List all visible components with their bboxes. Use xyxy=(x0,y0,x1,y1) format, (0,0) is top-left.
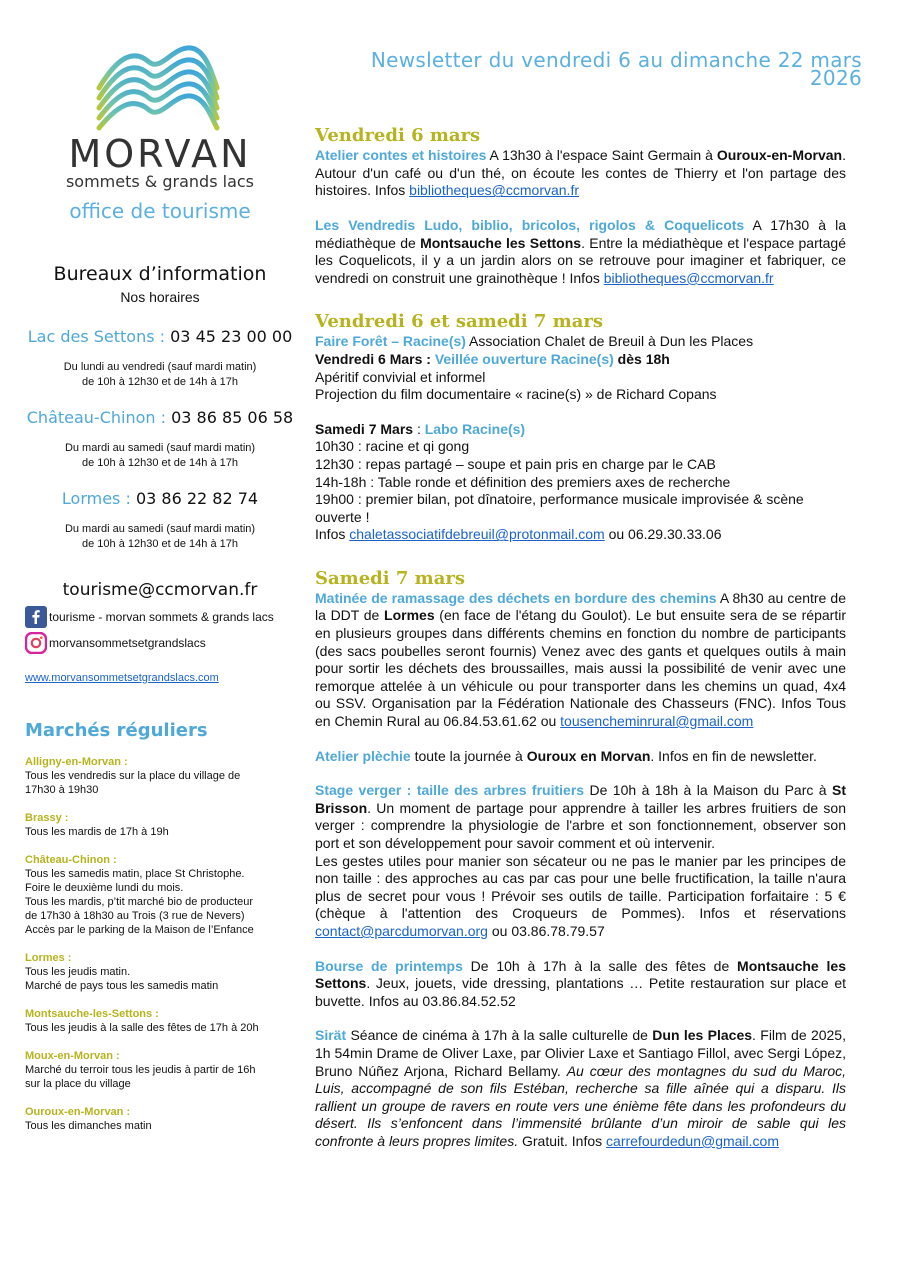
left-sidebar xyxy=(25,40,295,1133)
event xyxy=(315,333,846,403)
event xyxy=(315,217,846,287)
market-line: Tous les samedis matin, place St Christophe. xyxy=(25,868,245,880)
instagram-label: morvansommetsetgrandslacs xyxy=(49,636,206,650)
market-name: Ouroux-en-Morvan : xyxy=(25,1106,131,1118)
office-hours xyxy=(25,522,295,552)
market-line: Marché du terroir tous les jeudis à partir de 16h xyxy=(25,1064,256,1076)
instagram-icon xyxy=(25,632,47,654)
market-name: Lormes : xyxy=(25,952,72,964)
market-line: Tous les jeudis à la salle des fêtes de 17h à 20h xyxy=(25,1022,259,1034)
event-text: . Un moment de partage pour apprendre à tailler les arbres fruitiers de son verger : comprendre la physiologie de l'arbre et son fonctionnement, observer son port et son développement pour savoir comment et où intervenir. xyxy=(315,799,846,851)
email-link[interactable]: tousencheminrural@gmail.com xyxy=(560,713,754,730)
office-hours-line: de 10h à 12h30 et de 14h à 17h xyxy=(82,376,238,388)
event-text: De 10h à 18h à la Maison du Parc à xyxy=(584,782,832,799)
event xyxy=(315,147,846,200)
market-item xyxy=(25,853,295,937)
market-item xyxy=(25,951,295,993)
website-row xyxy=(25,672,295,684)
markets-list xyxy=(25,755,295,1133)
event-title: Atelier contes et histoires xyxy=(315,147,487,164)
brand-subtitle: sommets & grands lacs xyxy=(65,172,255,191)
event-text: toute la journée à xyxy=(410,747,527,764)
market-name: Brassy : xyxy=(25,812,69,824)
event-title: Matinée de ramassage des déchets en bordure des chemins xyxy=(315,589,717,606)
event-line: Projection du film documentaire « racine(s) » de Richard Copans xyxy=(315,386,717,403)
event-text: Séance de cinéma à 17h à la salle culturelle de xyxy=(346,1027,653,1044)
event-text: Les gestes utiles pour manier son sécateur ou ne pas le manier par les principes de non taille : des approches au cas par cas pour une belle fructification, la taille n'aura plus de secret pour vous ! Prévoir ses outils de taille. Participation forfaitaire : 5 € (chèque à l'attention des Croqueurs de Pommes). Infos et réservations xyxy=(315,852,846,922)
market-line: Tous les mardis de 17h à 19h xyxy=(25,826,169,838)
event-text: . Entre la médiathèque et l'espace partagé les Coquelicots, il y a un jardin alors on se retrouve pour imaginer et fabriquer, ce vendredi on construit une grainothèque ! Infos xyxy=(315,234,846,286)
event-text: De 10h à 17h à la salle des fêtes de xyxy=(462,957,738,974)
event-continued xyxy=(315,853,846,941)
market-line: Tous les mardis, p’tit marché bio de producteur xyxy=(25,896,254,908)
market-name: Château-Chinon : xyxy=(25,854,117,866)
market-line: Foire le deuxième lundi du mois. xyxy=(25,882,184,894)
event-subtitle: Veillée ouverture Racine(s) xyxy=(434,350,614,367)
email-link[interactable]: chaletassociatifdebreuil@protonmail.com xyxy=(349,526,605,543)
event xyxy=(315,748,846,766)
contact-email[interactable]: tourisme@ccmorvan.fr xyxy=(62,580,258,600)
event-subtitle: Labo Racine(s) xyxy=(424,420,526,437)
event-line: 19h00 : premier bilan, pot dînatoire, performance musicale improvisée & scène ouverte ! xyxy=(315,491,804,525)
day-heading: Vendredi 6 et samedi 7 mars xyxy=(315,311,603,333)
event-title: Sirät xyxy=(315,1027,347,1044)
event-text: . Jeux, jouets, vide dressing, plantations … Petite restauration sur place et buvette. Infos au 03.86.84.52.52 xyxy=(315,975,846,1009)
market-item xyxy=(25,1105,295,1133)
event-place: Ouroux-en-Morvan xyxy=(716,147,843,164)
market-item xyxy=(25,1049,295,1091)
event xyxy=(315,590,846,731)
market-line: Tous les jeudis matin. xyxy=(25,966,131,978)
markets-title: Marchés réguliers xyxy=(25,720,208,741)
brand-block xyxy=(25,134,295,223)
facebook-link[interactable] xyxy=(25,606,295,628)
office-hours xyxy=(25,360,295,390)
office-name: Château-Chinon : xyxy=(26,408,172,427)
email-link[interactable]: bibliotheques@ccmorvan.fr xyxy=(409,182,580,199)
event-subheading: Samedi 7 Mars xyxy=(315,420,414,437)
event-text: : xyxy=(413,420,425,437)
event-title: Bourse de printemps xyxy=(315,957,463,974)
event xyxy=(315,782,846,852)
office-settons xyxy=(25,327,295,346)
office-phone: 03 45 23 00 00 xyxy=(170,327,293,346)
market-line: Accès par le parking de la Maison de l’Enfance xyxy=(25,924,254,936)
event-text: . Infos en fin de newsletter. xyxy=(650,747,817,764)
info-title: Bureaux d’information xyxy=(53,263,267,285)
event-text: . Autour d'un café ou d'un thé, on écoute les contes de Thierry et l'on partage des histoires. Infos xyxy=(315,147,846,199)
office-phone: 03 86 85 06 58 xyxy=(171,408,294,427)
event-title: Stage verger : taille des arbres fruitiers xyxy=(315,782,585,799)
event-title: Faire Forêt – Racine(s) xyxy=(315,333,466,350)
office-name: Lormes : xyxy=(61,489,136,508)
event-line: 10h30 : racine et qi gong xyxy=(315,438,470,455)
event-place: Lormes xyxy=(384,607,435,624)
info-subtitle: Nos horaires xyxy=(120,289,200,305)
event-synopsis: Au cœur des montagnes du sud du Maroc, Luis, accompagné de son fils Estéban, recherche sa fille aînée qui a disparu. Ils rallient un groupe de ravers en route vers une énième fête dans les profondeurs du désert. Ils s’enfoncent dans l’immensité brûlante d’un miroir de sable qui les confronte à leurs propres limites. xyxy=(315,1062,846,1149)
market-line: sur la place du village xyxy=(25,1078,131,1090)
event-title: Atelier plèchie xyxy=(315,747,411,764)
event-text: (en face de l'étang du Goulot). Le but ensuite sera de se répartir en plusieurs groupes dans différents chemins en fonction du nombre de participants (des sacs poubelles seront fournis) Venez avec des gants et quelques outils à main pour sortir les déchets des broussailles, mais aussi la possibilité de venir avec une remorque attelée à un véhicule ou pour transporter dans les chemins un quad, 4x4 ou SSV. Organisation par la Fédération Nationale des Chasseurs (FNC). Infos Tous en Chemin Rural au 06.84.53.61.62 ou xyxy=(315,607,846,730)
event-text: A 17h30 à la médiathèque de xyxy=(315,216,847,251)
market-name: Moux-en-Morvan : xyxy=(25,1050,120,1062)
office-hours-line: Du mardi au samedi (sauf mardi matin) xyxy=(64,523,256,535)
facebook-label: tourisme - morvan sommets & grands lacs xyxy=(49,610,274,624)
event-place: Montsauche les Settons xyxy=(420,234,582,251)
office-hours xyxy=(25,441,295,471)
day-heading: Samedi 7 mars xyxy=(315,567,465,589)
market-name: Alligny-en-Morvan : xyxy=(25,756,128,768)
office-phone: 03 86 22 82 74 xyxy=(135,489,259,508)
event-place: St Brisson xyxy=(315,782,846,816)
event-subheading: Vendredi 6 Mars : xyxy=(315,350,435,367)
office-hours-line: Du lundi au vendredi (sauf mardi matin) xyxy=(63,361,257,373)
office-chateau-chinon xyxy=(25,408,295,427)
event xyxy=(315,421,846,544)
market-name: Montsauche-les-Settons : xyxy=(25,1008,159,1020)
event-place: Montsauche les Settons xyxy=(315,957,846,992)
event-line: Apéritif convivial et informel xyxy=(315,368,486,385)
email-link[interactable]: carrefourdedun@gmail.com xyxy=(606,1132,779,1149)
event-text: Association Chalet de Breuil à Dun les Places xyxy=(465,333,754,350)
email-link[interactable]: contact@parcdumorvan.org xyxy=(315,922,488,939)
market-line: Marché de pays tous les samedis matin xyxy=(25,980,219,992)
event-text: Infos xyxy=(315,526,350,543)
morvan-logo-icon xyxy=(93,40,223,132)
office-name: Lac des Settons : xyxy=(27,327,171,346)
facebook-icon xyxy=(25,606,47,628)
event-text: . Film de 2025, 1h 54min Drame de Oliver Laxe, par Olivier Laxe et Santiago Fillol, avec Sergi López, Bruno Núñez Arjona, Richard Bellamy. xyxy=(315,1027,846,1079)
brand-name: MORVAN xyxy=(68,132,252,176)
event-text: ou 03.86.78.79.57 xyxy=(487,922,605,939)
market-line: de 17h30 à 18h30 au Trois (3 rue de Nevers) xyxy=(25,910,245,922)
email-link[interactable]: bibliotheques@ccmorvan.fr xyxy=(603,269,774,286)
market-line: Tous les vendredis sur la place du village de xyxy=(25,770,241,782)
newsletter-title: Newsletter du vendredi 6 au dimanche 22 mars 2026 xyxy=(370,48,862,90)
instagram-link[interactable] xyxy=(25,632,295,654)
market-item xyxy=(25,811,295,839)
office-hours-line: Du mardi au samedi (sauf mardi matin) xyxy=(64,442,256,454)
event-text: Gratuit. Infos xyxy=(518,1132,607,1149)
office-hours-line: de 10h à 12h30 et de 14h à 17h xyxy=(82,538,238,550)
brand-office: office de tourisme xyxy=(69,199,251,223)
event-place: Dun les Places xyxy=(652,1027,753,1044)
event-text: A 8h30 au centre de la DDT de xyxy=(315,589,846,624)
event-line: 14h-18h : Table ronde et définition des premiers axes de recherche xyxy=(315,473,731,490)
event-line: 12h30 : repas partagé – soupe et pain pris en charge par le CAB xyxy=(315,455,716,472)
website-link[interactable]: www.morvansommetsetgrandslacs.com xyxy=(25,672,219,684)
event-place: Ouroux en Morvan xyxy=(526,747,651,764)
market-line: Tous les dimanches matin xyxy=(25,1120,152,1132)
event-title: Les Vendredis Ludo, biblio, bricolos, rigolos & Coquelicots xyxy=(315,216,745,233)
event-text: ou 06.29.30.33.06 xyxy=(604,526,722,543)
office-hours-line: de 10h à 12h30 et de 14h à 17h xyxy=(82,457,238,469)
event-time: dès 18h xyxy=(613,350,670,367)
event xyxy=(315,1027,846,1150)
event xyxy=(315,958,846,1011)
event-text: A 13h30 à l'espace Saint Germain à xyxy=(486,147,717,164)
office-lormes xyxy=(25,489,295,508)
market-item xyxy=(25,755,295,797)
market-line: 17h30 à 19h30 xyxy=(25,784,99,796)
market-item xyxy=(25,1007,295,1035)
day-heading: Vendredi 6 mars xyxy=(315,125,481,147)
newsletter-content xyxy=(315,48,862,1151)
